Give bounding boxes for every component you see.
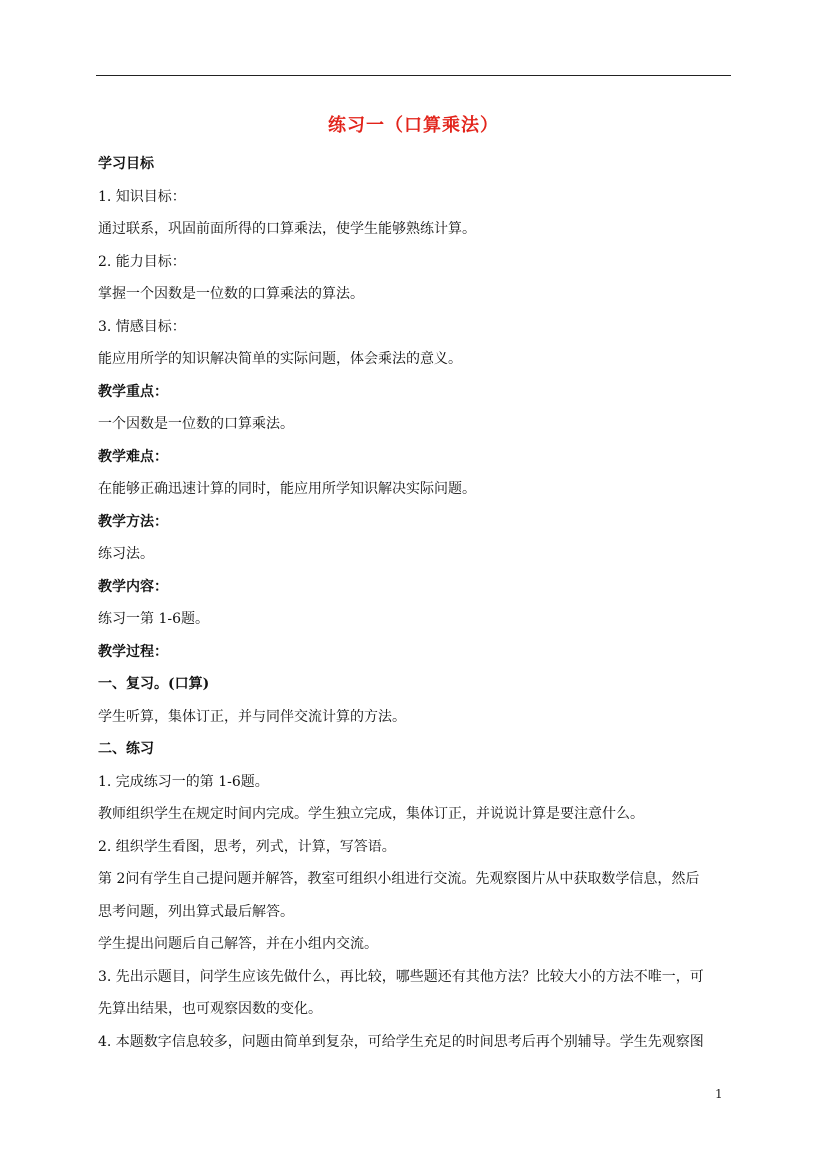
section-heading: 教学方法： bbox=[98, 513, 168, 530]
paragraph-line: 1. 完成练习一的第 1-6题。 bbox=[98, 773, 269, 790]
page-title: 练习一（口算乘法） bbox=[328, 115, 499, 136]
paragraph-line: 练习一第 1-6题。 bbox=[98, 611, 209, 627]
section-heading: 教学过程： bbox=[98, 643, 168, 660]
paragraph-line: 第 2问有学生自己提问题并解答，教室可组织小组进行交流。先观察图片从中获取数学信息，然后 bbox=[98, 871, 700, 887]
page-number: 1 bbox=[715, 1087, 723, 1101]
paragraph-line: 3. 情感目标： bbox=[98, 318, 186, 335]
section-heading: 一、复习。(口算) bbox=[98, 676, 210, 692]
paragraph-line: 先算出结果，也可观察因数的变化。 bbox=[98, 1001, 322, 1017]
paragraph-line: 能应用所学的知识解决简单的实际问题，体会乘法的意义。 bbox=[98, 351, 462, 367]
section-heading: 教学难点： bbox=[98, 448, 168, 465]
paragraph-line: 学生提出问题后自己解答，并在小组内交流。 bbox=[98, 936, 378, 952]
paragraph-line: 一个因数是一位数的口算乘法。 bbox=[98, 416, 294, 432]
header-rule bbox=[96, 75, 731, 76]
document-body bbox=[98, 148, 734, 1058]
section-heading: 学习目标 bbox=[98, 156, 154, 172]
paragraph-line: 通过联系，巩固前面所得的口算乘法，使学生能够熟练计算。 bbox=[98, 221, 476, 237]
paragraph-line: 1. 知识目标： bbox=[98, 188, 186, 205]
section-heading: 教学重点： bbox=[98, 383, 168, 400]
paragraph-line: 2. 组织学生看图，思考，列式，计算，写答语。 bbox=[98, 838, 396, 855]
paragraph-line: 教师组织学生在规定时间内完成。学生独立完成，集体订正，并说说计算是要注意什么。 bbox=[98, 806, 644, 822]
paragraph-line: 4. 本题数字信息较多，问题由简单到复杂，可给学生充足的时间思考后再个别辅导。学生先观察图 bbox=[98, 1033, 704, 1050]
paragraph-line: 思考问题，列出算式最后解答。 bbox=[98, 903, 294, 920]
paragraph-line: 2. 能力目标： bbox=[98, 253, 186, 270]
section-heading: 教学内容： bbox=[98, 578, 168, 595]
paragraph-line: 在能够正确迅速计算的同时，能应用所学知识解决实际问题。 bbox=[98, 481, 476, 497]
paragraph-line: 学生听算，集体订正，并与同伴交流计算的方法。 bbox=[98, 708, 406, 725]
paragraph-line: 3. 先出示题目，问学生应该先做什么，再比较，哪些题还有其他方法？比较大小的方法不唯一，可 bbox=[98, 968, 704, 985]
paragraph-line: 练习法。 bbox=[98, 546, 154, 562]
section-heading: 二、练习 bbox=[98, 741, 154, 757]
paragraph-line: 掌握一个因数是一位数的口算乘法的算法。 bbox=[98, 286, 364, 302]
